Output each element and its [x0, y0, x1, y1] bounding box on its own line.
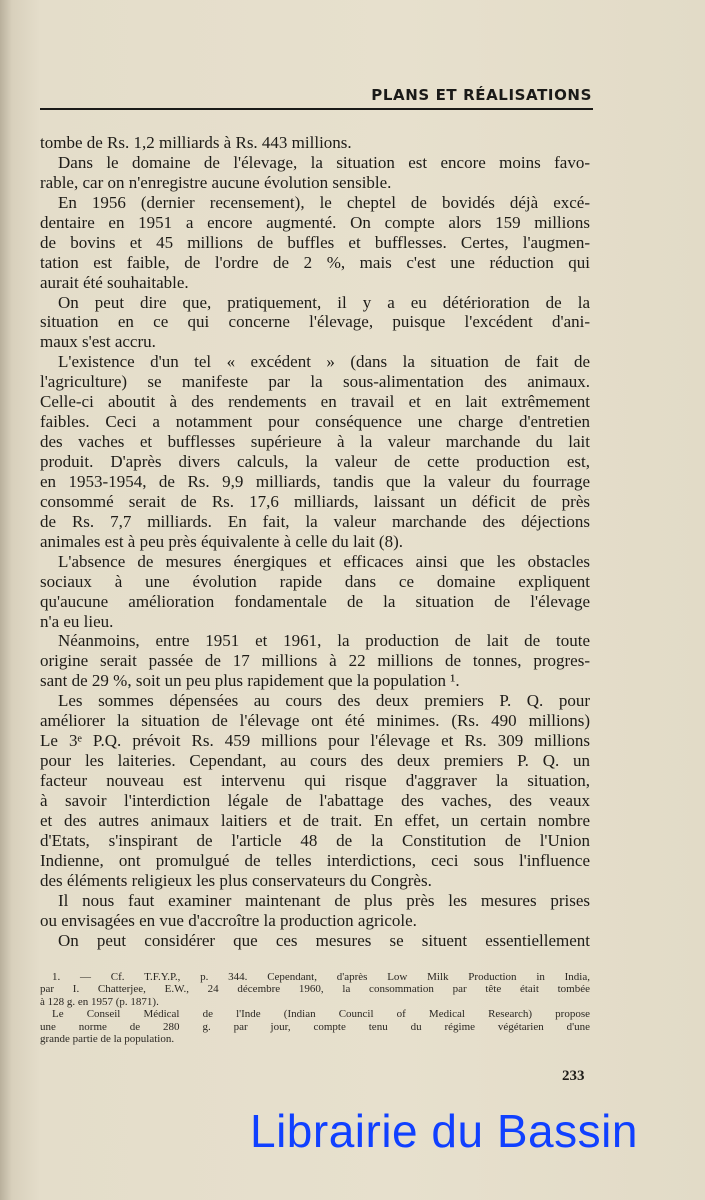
text-line: On peut considérer que ces mesures se situent essentiellement — [58, 930, 590, 950]
text-line: L'existence d'un tel « excédent » (dans la situation de fait de — [58, 352, 590, 372]
text-line: rable, car on n'enregistre aucune évolution sensible. — [40, 172, 392, 192]
paragraph — [40, 153, 590, 193]
text-line: 1. — Cf. T.F.Y.P., p. 344. Cependant, d'après Low Milk Production in India, — [52, 971, 590, 983]
text-line: tombe de Rs. 1,2 milliards à Rs. 443 millions. — [40, 133, 352, 152]
text-line: à savoir l'interdiction légale de l'abattage des vaches, des veaux — [40, 790, 590, 810]
text-line: dentaire en 1951 a encore augmenté. On compte alors 159 millions — [40, 212, 590, 232]
text-line: en 1953-1954, de Rs. 9,9 milliards, tandis que la valeur du fourrage — [40, 471, 590, 491]
text-line: On peut dire que, pratiquement, il y a eu détérioration de la — [58, 292, 590, 312]
text-line: facteur nouveau est intervenu qui risque d'aggraver la situation, — [40, 771, 590, 790]
page-number: 233 — [562, 1068, 585, 1084]
text-line: origine serait passée de 17 millions à 22 millions de tonnes, progres- — [40, 651, 590, 671]
paragraph — [40, 631, 590, 691]
text-line: produit. D'après divers calculs, la valeur de cette production est, — [40, 452, 590, 471]
text-line: Dans le domaine de l'élevage, la situation est encore moins favo- — [58, 152, 590, 172]
text-line: grande partie de la population. — [40, 1032, 175, 1045]
paragraph — [40, 931, 590, 951]
text-line: maux s'est accru. — [40, 332, 156, 352]
footnote — [40, 971, 590, 1008]
paragraph — [40, 352, 590, 551]
text-line: de Rs. 7,7 milliards. En fait, la valeur marchande des déjections — [40, 511, 590, 531]
text-line: aurait été souhaitable. — [40, 272, 189, 292]
watermark: Librairie du Bassin — [250, 1105, 638, 1157]
header-rule — [40, 108, 593, 110]
text-line: Les sommes dépensées au cours des deux premiers P. Q. pour — [58, 691, 590, 711]
footnotes — [40, 971, 590, 1045]
text-line: situation en ce qui concerne l'élevage, puisque l'excédent d'ani- — [40, 312, 590, 332]
text-line: Il nous faut examiner maintenant de plus près les mesures prises — [58, 890, 590, 910]
text-line: des vaches et bufflesses supérieure à la valeur marchande du lait — [40, 432, 590, 452]
text-line: de bovins et 45 millions de buffles et bufflesses. Certes, l'augmen- — [40, 232, 590, 252]
text-line: ou envisagées en vue d'accroître la production agricole. — [40, 910, 417, 930]
text-line: animales est à peu près équivalente à celle du lait (8). — [40, 531, 403, 551]
footnote — [40, 1008, 590, 1045]
paragraph — [40, 133, 590, 153]
text-line: à 128 g. en 1957 (p. 1871). — [40, 995, 159, 1008]
paragraph — [40, 691, 590, 890]
text-line: Indienne, ont promulgué de telles interdictions, ceci sous l'influence — [40, 850, 590, 870]
paragraph — [40, 193, 590, 293]
text-line: n'a eu lieu. — [40, 611, 114, 631]
text-line: des éléments religieux les plus conservateurs du Congrès. — [40, 870, 432, 890]
text-line: Le Conseil Médical de l'Inde (Indian Council of Medical Research) propose — [52, 1008, 590, 1021]
text-line: L'absence de mesures énergiques et efficaces ainsi que les obstacles — [58, 551, 590, 571]
text-line: Le 3ᵉ P.Q. prévoit Rs. 459 millions pour l'élevage et Rs. 309 millions — [40, 731, 590, 751]
text-line: d'Etats, s'inspirant de l'article 48 de la Constitution de l'Union — [40, 830, 590, 850]
text-line: En 1956 (dernier recensement), le cheptel de bovidés déjà excé- — [58, 192, 590, 212]
text-line: améliorer la situation de l'élevage ont été minimes. (Rs. 490 millions) — [40, 711, 590, 731]
paragraph — [40, 293, 590, 353]
body-text — [40, 133, 590, 950]
text-line: Celle-ci aboutit à des rendements en travail et en lait extrêmement — [40, 392, 590, 412]
paragraph — [40, 891, 590, 931]
text-line: l'agriculture) se manifeste par la sous-alimentation des animaux. — [40, 372, 590, 392]
text-line: faibles. Ceci a notamment pour conséquence une charge d'entretien — [40, 412, 590, 432]
text-line: qu'aucune amélioration fondamentale de la situation de l'élevage — [40, 591, 590, 611]
text-line: par I. Chatterjee, E.W., 24 décembre 1960, la consommation par tête était tombée — [40, 983, 590, 996]
text-line: et des autres animaux laitiers et de trait. En effet, un certain nombre — [40, 810, 590, 830]
text-line: sant de 29 %, soit un peu plus rapidement que la population ¹. — [40, 671, 460, 691]
text-line: pour les laiteries. Cependant, au cours des deux premiers P. Q. un — [40, 751, 590, 771]
running-header: PLANS ET RÉALISATIONS — [371, 86, 592, 104]
text-line: tation est faible, de l'ordre de 2 %, mais c'est une réduction qui — [40, 252, 590, 272]
text-line: Néanmoins, entre 1951 et 1961, la production de lait de toute — [58, 631, 590, 651]
text-line: sociaux à une évolution rapide dans ce domaine expliquent — [40, 571, 590, 591]
text-line: consommé serait de Rs. 17,6 milliards, laissant un déficit de près — [40, 491, 590, 511]
text-line: une norme de 280 g. par jour, compte tenu du régime végétarien d'une — [40, 1020, 590, 1033]
paragraph — [40, 552, 590, 632]
